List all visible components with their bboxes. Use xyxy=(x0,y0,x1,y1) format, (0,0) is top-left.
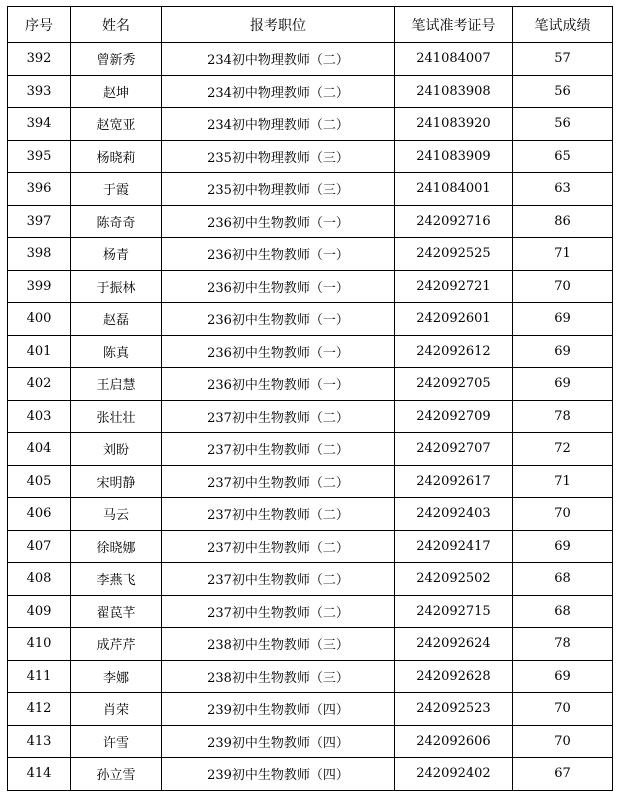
table-row xyxy=(8,238,613,271)
cell-name: 李娜 xyxy=(71,660,162,693)
cell-ticket: 242092502 xyxy=(395,563,513,596)
cell-name: 于振林 xyxy=(71,270,162,303)
cell-score: 78 xyxy=(513,628,613,661)
cell-name: 陈奇奇 xyxy=(71,205,162,238)
cell-position: 236初中生物教师（一） xyxy=(162,205,395,238)
cell-seq: 412 xyxy=(8,693,71,726)
cell-seq: 392 xyxy=(8,43,71,76)
cell-ticket: 242092705 xyxy=(395,368,513,401)
cell-name: 赵坤 xyxy=(71,75,162,108)
cell-score: 56 xyxy=(513,75,613,108)
cell-name: 张壮壮 xyxy=(71,400,162,433)
cell-seq: 403 xyxy=(8,400,71,433)
cell-ticket: 242092721 xyxy=(395,270,513,303)
cell-score: 71 xyxy=(513,238,613,271)
cell-position: 238初中生物教师（三） xyxy=(162,628,395,661)
cell-name: 刘盼 xyxy=(71,433,162,466)
cell-score: 67 xyxy=(513,758,613,791)
cell-seq: 410 xyxy=(8,628,71,661)
table-row xyxy=(8,205,613,238)
cell-name: 王启慧 xyxy=(71,368,162,401)
table-row xyxy=(8,335,613,368)
cell-score: 71 xyxy=(513,465,613,498)
cell-seq: 400 xyxy=(8,303,71,336)
cell-name: 赵磊 xyxy=(71,303,162,336)
cell-name: 赵宽亚 xyxy=(71,108,162,141)
cell-seq: 401 xyxy=(8,335,71,368)
cell-name: 于霞 xyxy=(71,173,162,206)
cell-ticket: 242092628 xyxy=(395,660,513,693)
cell-ticket: 241083908 xyxy=(395,75,513,108)
cell-score: 69 xyxy=(513,335,613,368)
cell-seq: 402 xyxy=(8,368,71,401)
cell-position: 234初中物理教师（二） xyxy=(162,108,395,141)
table-row xyxy=(8,758,613,791)
table-row xyxy=(8,595,613,628)
cell-ticket: 241084001 xyxy=(395,173,513,206)
table-row xyxy=(8,530,613,563)
cell-score: 57 xyxy=(513,43,613,76)
cell-ticket: 241083909 xyxy=(395,140,513,173)
cell-ticket: 242092716 xyxy=(395,205,513,238)
cell-seq: 399 xyxy=(8,270,71,303)
cell-seq: 414 xyxy=(8,758,71,791)
cell-score: 70 xyxy=(513,725,613,758)
cell-position: 239初中生物教师（四） xyxy=(162,693,395,726)
cell-name: 肖荣 xyxy=(71,693,162,726)
cell-seq: 413 xyxy=(8,725,71,758)
cell-name: 宋明静 xyxy=(71,465,162,498)
score-table xyxy=(7,6,613,791)
header-name: 姓名 xyxy=(71,7,162,43)
cell-score: 69 xyxy=(513,368,613,401)
cell-score: 78 xyxy=(513,400,613,433)
cell-seq: 394 xyxy=(8,108,71,141)
cell-position: 236初中生物教师（一） xyxy=(162,303,395,336)
cell-position: 236初中生物教师（一） xyxy=(162,238,395,271)
cell-position: 237初中生物教师（二） xyxy=(162,400,395,433)
cell-ticket: 242092715 xyxy=(395,595,513,628)
cell-score: 65 xyxy=(513,140,613,173)
cell-ticket: 242092417 xyxy=(395,530,513,563)
header-seq: 序号 xyxy=(8,7,71,43)
cell-position: 237初中生物教师（二） xyxy=(162,433,395,466)
header-ticket: 笔试准考证号 xyxy=(395,7,513,43)
cell-name: 杨青 xyxy=(71,238,162,271)
cell-name: 孙立雪 xyxy=(71,758,162,791)
cell-position: 237初中生物教师（二） xyxy=(162,563,395,596)
table-row xyxy=(8,43,613,76)
cell-position: 237初中生物教师（二） xyxy=(162,595,395,628)
cell-seq: 396 xyxy=(8,173,71,206)
cell-position: 236初中生物教师（一） xyxy=(162,335,395,368)
cell-name: 许雪 xyxy=(71,725,162,758)
cell-seq: 405 xyxy=(8,465,71,498)
cell-ticket: 242092624 xyxy=(395,628,513,661)
cell-score: 86 xyxy=(513,205,613,238)
cell-name: 曾新秀 xyxy=(71,43,162,76)
table-row xyxy=(8,270,613,303)
cell-ticket: 242092707 xyxy=(395,433,513,466)
table-row xyxy=(8,75,613,108)
cell-name: 马云 xyxy=(71,498,162,531)
table-body xyxy=(8,43,613,791)
cell-score: 56 xyxy=(513,108,613,141)
cell-ticket: 242092709 xyxy=(395,400,513,433)
cell-position: 236初中生物教师（一） xyxy=(162,270,395,303)
cell-name: 成芹芹 xyxy=(71,628,162,661)
cell-seq: 408 xyxy=(8,563,71,596)
cell-seq: 411 xyxy=(8,660,71,693)
cell-position: 237初中生物教师（二） xyxy=(162,498,395,531)
table-row xyxy=(8,725,613,758)
cell-ticket: 242092525 xyxy=(395,238,513,271)
cell-score: 69 xyxy=(513,660,613,693)
cell-position: 234初中物理教师（二） xyxy=(162,43,395,76)
cell-seq: 397 xyxy=(8,205,71,238)
cell-seq: 395 xyxy=(8,140,71,173)
cell-ticket: 242092601 xyxy=(395,303,513,336)
table-row xyxy=(8,465,613,498)
cell-ticket: 242092612 xyxy=(395,335,513,368)
cell-score: 68 xyxy=(513,563,613,596)
table-row xyxy=(8,693,613,726)
cell-ticket: 241084007 xyxy=(395,43,513,76)
cell-ticket: 242092402 xyxy=(395,758,513,791)
cell-ticket: 242092606 xyxy=(395,725,513,758)
cell-seq: 404 xyxy=(8,433,71,466)
table-row xyxy=(8,140,613,173)
cell-score: 70 xyxy=(513,693,613,726)
cell-score: 70 xyxy=(513,270,613,303)
cell-name: 徐晓娜 xyxy=(71,530,162,563)
table-row xyxy=(8,108,613,141)
cell-score: 70 xyxy=(513,498,613,531)
table-row xyxy=(8,303,613,336)
cell-position: 237初中生物教师（二） xyxy=(162,530,395,563)
cell-position: 239初中生物教师（四） xyxy=(162,758,395,791)
table-row xyxy=(8,400,613,433)
cell-score: 68 xyxy=(513,595,613,628)
cell-score: 69 xyxy=(513,530,613,563)
cell-seq: 398 xyxy=(8,238,71,271)
cell-name: 陈真 xyxy=(71,335,162,368)
table-row xyxy=(8,433,613,466)
header-score: 笔试成绩 xyxy=(513,7,613,43)
cell-score: 63 xyxy=(513,173,613,206)
cell-position: 239初中生物教师（四） xyxy=(162,725,395,758)
cell-ticket: 242092617 xyxy=(395,465,513,498)
table-row xyxy=(8,660,613,693)
header-position: 报考职位 xyxy=(162,7,395,43)
table-row xyxy=(8,368,613,401)
cell-score: 69 xyxy=(513,303,613,336)
cell-seq: 409 xyxy=(8,595,71,628)
cell-seq: 393 xyxy=(8,75,71,108)
cell-position: 235初中物理教师（三） xyxy=(162,140,395,173)
cell-position: 237初中生物教师（二） xyxy=(162,465,395,498)
cell-name: 李燕飞 xyxy=(71,563,162,596)
cell-ticket: 242092523 xyxy=(395,693,513,726)
cell-name: 翟苠芊 xyxy=(71,595,162,628)
header-row xyxy=(8,7,613,43)
cell-score: 72 xyxy=(513,433,613,466)
table-row xyxy=(8,628,613,661)
table-row xyxy=(8,498,613,531)
cell-ticket: 242092403 xyxy=(395,498,513,531)
cell-position: 234初中物理教师（二） xyxy=(162,75,395,108)
cell-seq: 406 xyxy=(8,498,71,531)
table-header xyxy=(8,7,613,43)
table-row xyxy=(8,173,613,206)
table-row xyxy=(8,563,613,596)
cell-seq: 407 xyxy=(8,530,71,563)
cell-ticket: 241083920 xyxy=(395,108,513,141)
cell-position: 236初中生物教师（一） xyxy=(162,368,395,401)
cell-name: 杨晓莉 xyxy=(71,140,162,173)
cell-position: 238初中生物教师（三） xyxy=(162,660,395,693)
cell-position: 235初中物理教师（三） xyxy=(162,173,395,206)
